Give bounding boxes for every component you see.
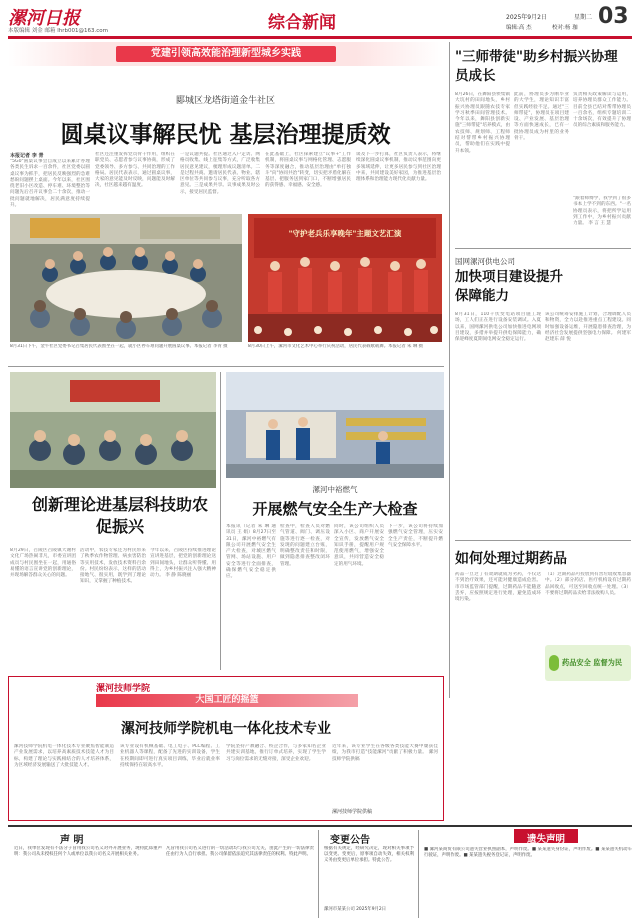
classified-divider-2 — [418, 830, 419, 918]
gas-photo — [226, 372, 444, 478]
performance-photo — [248, 214, 442, 342]
sticker-label: 药品安全 监督为民 — [562, 658, 623, 667]
classified-divider-1 — [318, 830, 319, 918]
help-divider — [455, 248, 631, 249]
editor-credit: 编辑:高 杰 — [506, 25, 532, 31]
change-body: 根据有关规定，经研究决定，现对相关事项予以变更。变更后，原事项自动失效，相关权利义务由变更后单位承担。特此公告。 — [324, 846, 414, 863]
tech-col-1: 漯河技师学院机电一体化技术专业聚焦智能制造产业发展需求，以培养高素质技术技能人才为目标，构建了理论与实践相结合的人才培养体系，为区域经济发展输送了大批技能人才。 — [14, 744, 114, 768]
notice-col-1: 近日，我单位发现有不法分子冒用我公司名义对外开展业务，现特此郑重声明：我公司从未授权任何个人或单位以我公司名义开展相关业务。 — [14, 846, 162, 857]
column-divider-right — [449, 42, 450, 698]
gas-kicker: 漯河中裕燃气 — [312, 485, 358, 494]
tech-headline: 漯河技师学院机电一体化技术专业 — [121, 721, 331, 737]
tech-col-4: 近年来，该专业学生在各级各类技能大赛中屡获佳绩，为我市打造"技能漯河"贡献了积极力量。 漯河技师学院供稿 — [332, 744, 438, 762]
expired-headline: 如何处理过期药品 — [455, 551, 567, 567]
lead-headline: 圆桌议事解民忧 基层治理提质效 — [60, 121, 391, 148]
lost-body: ■ 漯河某商贸有限公司遗失营业执照副本，声明作废。■ 某某遗失身份证，声明作废。■ 某某遗失机动车行驶证，声明作废。■ 某某遗失税务登记证，声明作废。 — [424, 847, 632, 858]
issue-date: 2025年9月2日 — [506, 14, 547, 21]
lead-col-4: 在此基础上，社区探索建立"议事+"工作机制，将圆桌议事与网格化管理、志愿服务等深度融合，推动基层治理由"单打独斗"向"协同共治"转变，切实把矛盾化解在基层、把服务送到家门口，不断增强居民的获得感、幸福感、安全感。 — [265, 152, 351, 189]
proof-credit: 校对:杨 珈 — [552, 25, 578, 31]
change-sign: 漯河市某某公司 2025年9月2日 — [324, 907, 387, 912]
grid-kicker: 国网漯河供电公司 — [455, 257, 515, 266]
change-headline: 变更公告 — [330, 835, 370, 846]
theory-col-1: 8月29日，召陵区召陵镇大谢村文化广场热闹非凡，市委宣讲团成员与村民围坐在一起，用通俗易懂的语言宣讲党的创新理论，并现场解答群众关心的问题。 — [10, 548, 76, 579]
help-col-3: 负责相关政策解读与运用，培养协理员群众工作能力。目前全县已结对帮带协理员一百余名，组织专题培训二十余场次，有效提升了协理员的综合素质和服务能力。 — [573, 92, 631, 129]
section-title: 综合新闻 — [268, 13, 336, 33]
notice-col-2: 凡冒用我公司名义进行的一切活动均与我公司无关，由此产生的一切法律责任由行为人自行承担。我公司保留依法追究其法律责任的权利。特此声明。 — [166, 846, 314, 857]
expired-col-2: （1）过期药品可投放到有害垃圾收集容器中。（2）部分药店、医疗机构设有过期药品回收点，可送至回收点统一处理。（3）不要将过期药品卖给非法收购人员。 — [545, 572, 631, 596]
tech-col-3: 学院坚持产教融合、校企合作，与多家知名企业共建实训基地，推行订单式培养，实现了学生学习与岗位需求的无缝对接，深受企业欢迎。 — [226, 744, 326, 762]
theory-headline: 创新理论进基层科技助农促振兴 — [31, 495, 208, 536]
lead-kicker: 郾城区龙塔街道金牛社区 — [175, 96, 275, 106]
tech-column-sub: 大国工匠的摇篮 — [195, 695, 259, 705]
grid-col-1: 8月31日，110千伏变电站项目施工现场，工人们正在进行设备安装调试。入夏以来，国网漯河供电公司加快推进电网项目建设，多措并举提升供电保障能力，确保迎峰度夏期间电网安全稳定运行。 — [455, 312, 541, 343]
help-col-2: 此前，协理员多为刚毕业的大学生，理论知识丰富但实践经验不足。通过"三师带徒"，协理员在项目建设、产业发展、基层治理等方面快速成长，已有一批协理员成为村里的业务骨干。 — [514, 92, 569, 142]
pill-icon — [549, 655, 559, 671]
expired-col-1: 药品一旦过了有效期就成为劣药，不仅达不到治疗效果，还可能对健康造成危害。市市场监管部门提醒，过期药品不能随意丢弃，应按照规定进行处理，避免造成环境污染。 — [455, 572, 541, 603]
notice-headline: 声 明 — [60, 835, 84, 846]
help-col-4: "跟着师傅学，我学到了很多书本上学不到的东西。"一名协理员表示，将把所学运用到工作中，为乡村振兴贡献力量。 李 言 王 慧 — [573, 196, 631, 227]
theory-col-2: 活动中，农技专家还为村民带来了秋季农作物管理、病虫害防治等实用技术，发放技术资料百余份。村民纷纷表示，这样的活动接地气、很实用，既学到了理论知识，又掌握了种植技术。 — [80, 548, 146, 585]
lost-headline: 遗失声明 — [526, 834, 565, 845]
grid-col-2: 该公司统筹安排施工计划，合理调配人员和物资，全力以赴推进重点工程建设。同时加强设备运维，开展隐患排查治理，为经济社会发展提供坚强电力保障。 何建军 赵建东 薛 悦 — [545, 312, 631, 343]
gas-headline: 开展燃气安全生产大检查 — [252, 500, 418, 518]
grid-headline: 加快项目建设提升保障能力 — [455, 269, 563, 304]
tech-column-banner — [96, 694, 358, 707]
lead-col-3: 一是议题共提。社区通过入户走访、网格员收集、线上征集等方式，广泛收集居民意见建议，梳理形成议题清单。二是过程共商。邀请居民代表、物业、辖区单位等共同参与议事，充分听取各方意见。三是成果共享。议事成果及时公示，接受居民监督。 — [180, 152, 260, 195]
page-number: 03 — [598, 4, 629, 29]
gas-col-4: 下一步，该公司将持续加强燃气安全管理，压实安全生产责任，不断提升燃气安全保障水平。 — [388, 524, 443, 548]
classified-rule — [8, 825, 632, 827]
lead-col-1: "5G0"圆桌议事会自成立以来累计办理各类民生诉求一百余件，社区党委以圆桌议事为抓手，把居民反映强烈的急难愁盼问题摆上桌面。今年以来，社区围绕老旧小区改造、停车难、环境整治等问题先后召开议事会二十余次，推动一批问题就地解决，居民满意度持续提升。 — [10, 159, 90, 209]
masthead — [0, 0, 640, 40]
lead-col-2: 社区还注重发挥党员骨干作用，组织在职党员、志愿者参与议事协商，形成了党委领导、多方参与、共同治理的工作格局。居民代表表示，通过圆桌议事，大家的意见能及时反映，问题能及时解决，社区越来越有温度。 — [95, 152, 175, 189]
masthead-rule — [8, 36, 632, 39]
tech-column-label: 漯河技师学院 — [96, 684, 151, 694]
roundtable-photo — [10, 214, 242, 342]
theory-photo — [10, 372, 216, 488]
gas-col-2: 检查中，检查人员对燃气管道、阀门、调压设施等进行逐一检查，对发现的问题建立台账，明确整改责任和时限，做到隐患排查整改闭环管理。 — [280, 524, 330, 567]
column-divider-mid — [220, 372, 221, 670]
grid-divider — [455, 540, 631, 541]
contact-line: 本版编辑 刘金 邮箱 lhrb001@163.com — [8, 28, 109, 34]
performance-photo-caption: 8月30日上午，漯河市文化艺术中心举行庆祝活动，居民代表载歌载舞。本报记者 朱 琳 摄 — [248, 344, 424, 349]
drug-safety-sticker — [545, 645, 631, 681]
tech-contact: 漯河技师学院供稿 — [332, 809, 373, 815]
roundtable-photo-caption: 8月31日下午，金牛社区党委书记召集居民代表围坐在一起，就小区停车难问题开展圆桌议事。本报记者 李青 摄 — [10, 344, 228, 349]
gas-col-3: 同时，该公司组织人员深入小区、商户开展安全宣传，发放燃气安全知识手册，提醒用户规范使用燃气，增强安全意识，共同营造安全稳定的用气环境。 — [334, 524, 384, 567]
banner-label: 党建引领高效能治理新型城乡实践 — [116, 46, 336, 62]
theory-col-3: 今年以来，召陵区持续推进理论宣讲进基层，把党的创新理论送到田间地头，让群众听得懂、用得上，为乡村振兴注入强大精神动力。 李 静 陈晓丽 — [150, 548, 216, 579]
lead-banner — [8, 42, 443, 66]
performance-stage-sign: "守护老兵乐享晚年"主题文艺汇演 — [288, 229, 402, 238]
tech-col-2: 该专业设有机械基础、电工电子、PLC编程、工业机器人等课程，配备了先进的实训设备，学生在校期间即可进行真实项目训练，毕业后就业率持续保持在较高水平。 — [120, 744, 220, 768]
newspaper-logo: 漯河日报 — [8, 8, 80, 29]
lead-bottom-divider — [8, 366, 444, 367]
help-headline: "三师带徒"助乡村振兴协理员成长 — [455, 49, 618, 84]
help-col-1: 8月26日，在舞阳县侯集镇大坑村的田间地头，乡村振兴协理员跟随农技专家学习秋季田间管理技术。今年以来，舞阳县创新实施"三师带徒"培养模式，由农技师、规划师、工程师结对帮带乡村振兴协理员，帮助他们在实践中提升本领。 — [455, 92, 510, 154]
issue-weekday: 星期二 — [574, 14, 593, 21]
lead-col-5: 谈及下一步打算，社区负责人表示，将继续深化圆桌议事机制，推动议事范围向更多领域延伸，让更多居民参与到社区治理中来，共同建设美好家园，为推进基层治理体系和治理能力现代化贡献力量。 — [356, 152, 441, 183]
gas-col-1: 本报讯（记者 朱 琳 通讯员 王 娟）8月27日至31日，漯河中裕燃气有限公司开展燃气安全生产大检查，对城区燃气管网、场站设施、用户安全等进行全面排查，确保燃气安全稳定供应。 — [226, 524, 276, 580]
lead-byline: 本报记者 李 青 — [10, 153, 44, 159]
